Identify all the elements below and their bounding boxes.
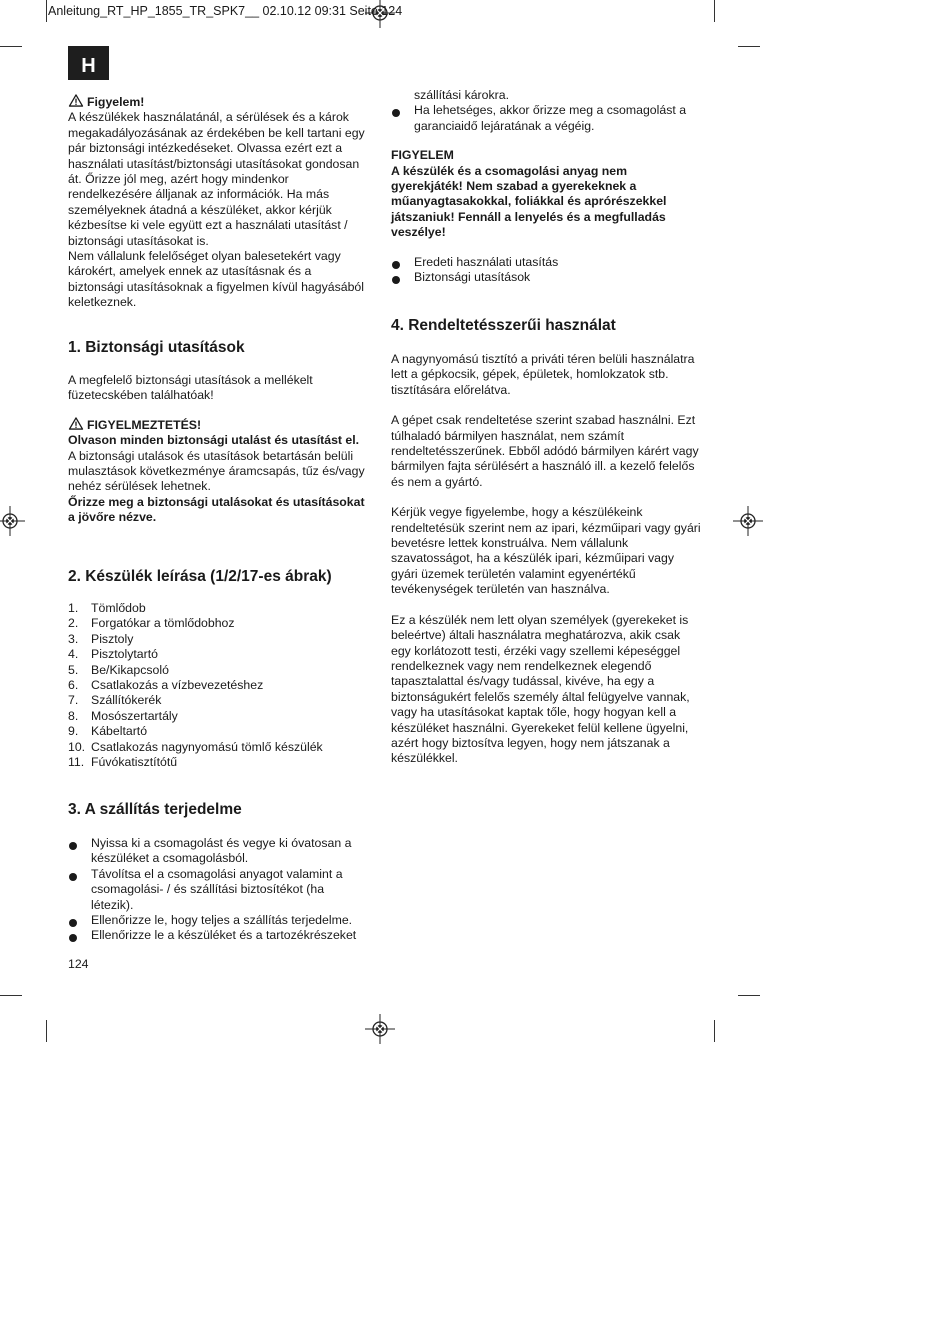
documents-list [391, 255, 701, 286]
crop-mark [0, 46, 22, 47]
warning-block [68, 94, 368, 311]
list-item: 5. Be/Kikapcsoló [68, 662, 169, 677]
registration-mark-icon [365, 1014, 395, 1044]
list-item: Biztonsági utasítások [391, 270, 701, 285]
crop-mark [46, 0, 47, 22]
list-item: 7. Szállítókerék [68, 693, 162, 708]
list-item: Nyissa ki a csomagolást és vegye ki óvatosan a készüléket a csomagolásból. [68, 836, 368, 867]
page-number: 124 [68, 957, 89, 971]
list-item: Ellenőrizze le a készüléket és a tartozékrészeket [68, 928, 368, 943]
section-1-bold-1: Olvason minden biztonsági utalást és utasítást el. [68, 433, 360, 448]
section-4-body [391, 352, 701, 767]
list-item: 4. Pisztolytartó [68, 647, 158, 662]
warning-text-1: A készülékek használatánál, a sérülések és a károk megakadályozásának az érdekében be kell tartani egy pár biztonsági intézkedéseket. Olvassa ezért ezt a használati utasítást/biztonsági utasításokat gondosan át. Őrizze jól meg, azért hogy mindenkor rendelkezésére álljanak az információk. Ha más személyeknek átadná a készüléket, akkor kérjük kézbesítse ki vele együtt ezt a használati utasítást / biztonsági utasításokat is. [68, 110, 365, 248]
parts-list [68, 601, 368, 770]
section-1-text: A biztonsági utalások és utasítások betartásán belüli mulasztások következménye áramcsapás, tűz és/vagy nehéz sérülések lehetnek. [68, 448, 365, 494]
list-item: 2. Forgatókar a tömlődobhoz [68, 616, 235, 631]
section-4-heading: 4. Rendeltetésszerűi használat [391, 317, 616, 334]
warning-heading [68, 94, 368, 110]
attention-text: A készülék és a csomagolási anyag nem gyerekjáték! Nem szabad a gyerekeknek a műanyagtasakokkal, foliákkal és aprórészekkel játszaniuk! Fennáll a lenyelés és a megfulladás veszélye! [391, 163, 667, 240]
section-1-warning-heading [68, 417, 368, 433]
attention-title: FIGYELEM [391, 148, 454, 163]
section-3-heading: 3. A szállítás terjedelme [68, 801, 242, 818]
section-4-paragraph-2: A gépet csak rendeltetése szerint szabad használni. Ezt túlhaladó bármilyen használat, nem számít rendeltetésszerűnek. Ebből adódó bármilyen kárért vagy bármilyen fajta sérülésért a használó ill. a kezelő felelős és nem a gyártó. [391, 413, 699, 489]
delivery-continued [391, 88, 701, 285]
delivery-list-right [391, 103, 701, 134]
list-item: 8. Mosószertartály [68, 708, 178, 723]
running-head: Anleitung_RT_HP_1855_TR_SPK7__ 02.10.12 09:31 Seite 124 [48, 4, 403, 18]
list-item: Ellenőrizze le, hogy teljes a szállítás terjedelme. [68, 913, 368, 928]
crop-mark [0, 995, 22, 996]
list-item: 10. Csatlakozás nagynyomású tömlő készülék [68, 739, 323, 754]
crop-mark [738, 995, 760, 996]
language-tab: H [68, 46, 109, 80]
section-1-heading: 1. Biztonsági utasítások [68, 339, 245, 356]
section-4-paragraph-1: A nagynyomású tisztító a priváti téren belüli használatra lett a gépkocsik, gépek, épületek, homlokzatok stb. tisztítására előrelátva. [391, 352, 695, 397]
delivery-list [68, 836, 368, 944]
list-item: 3. Pisztoly [68, 631, 134, 646]
crop-mark [714, 1020, 715, 1042]
warning-title: Figyelem! [87, 95, 145, 109]
list-item: 6. Csatlakozás a vízbevezetéshez [68, 678, 264, 693]
list-item: Eredeti használati utasítás [391, 255, 701, 270]
list-item: 1. Tömlődob [68, 601, 146, 615]
list-item: Ha lehetséges, akkor őrizze meg a csomagolást a garanciaidő lejáratának a végéig. [391, 103, 701, 134]
registration-mark-icon [0, 506, 25, 536]
section-1-bold-2: Őrizze meg a biztonsági utalásokat és utasításokat a jövőre nézve. [68, 494, 365, 525]
crop-mark [714, 0, 715, 22]
section-1-intro: A megfelelő biztonsági utasítások a mellékelt füzetecskében találhatóak! [68, 373, 313, 403]
delivery-continued-text: szállítási károkra. [414, 88, 509, 102]
list-item: 9. Kábeltartó [68, 724, 148, 739]
section-1-warning-title: FIGYELMEZTETÉS! [87, 417, 202, 432]
warning-text-2: Nem vállalunk felelőséget olyan balesetekért vagy károkért, amelyek ennek az utasításnak és a biztonsági utasításoknak a figyelmen kívül hagyásából keletkeznek. [68, 249, 364, 310]
list-item: Távolítsa el a csomagolási anyagot valamint a csomagolási- / és szállítási biztosítékot (ha létezik). [68, 867, 368, 913]
warning-triangle-icon [68, 417, 84, 430]
section-4-paragraph-4: Ez a készülék nem lett olyan személyek (gyerekeket is beleértve) általi használatra meghatározva, akik csak egy korlátozott testi, érzéki vagy szellemi képeséggel rendelkeznek vagy nem rendelkeznek elegendő tapasztalattal és/vagy tudással, kivéve, ha egy a biztonságukért felelős személy által felügyelve vannak, vagy ha utasításokat kaptak tőle, hogy hogyan kell a készüléket használni. Gyerekeket felül kellene ügyelni, azért hogy biztosítva legyen, hogy nem játszanak a készülékkel. [391, 612, 690, 766]
crop-mark [738, 46, 760, 47]
section-2-heading: 2. Készülék leírása (1/2/17-es ábrak) [68, 568, 332, 585]
section-4-paragraph-3: Kérjük vegye figyelembe, hogy a készülékeink rendeltetésük szerint nem az ipari, kézműipari vagy gyári bevetésre lettek konstruálva. Nem vállalunk szavatosságot, ha a készülék ipari, kézműipari vagy gyári üzemek területén valamint egyenértékű tevékenységek területén van használva. [391, 505, 701, 597]
registration-mark-icon [733, 506, 763, 536]
crop-mark [46, 1020, 47, 1042]
list-item: 11. Fúvókatisztítótű [68, 755, 178, 770]
section-1-body [68, 373, 368, 526]
warning-triangle-icon [68, 94, 84, 107]
